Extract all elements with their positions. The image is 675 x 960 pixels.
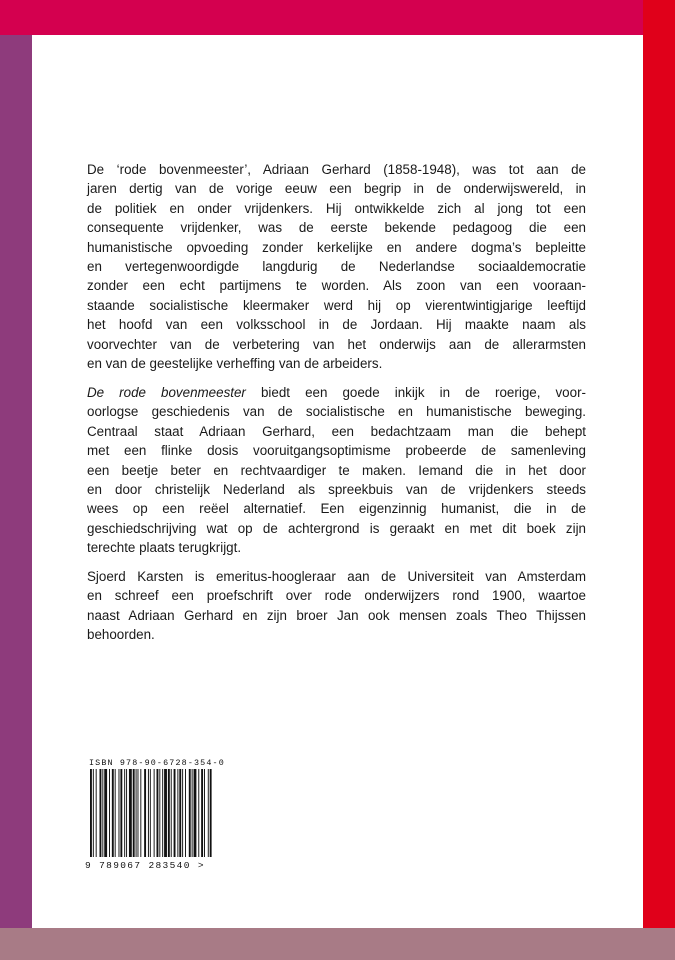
text-line: terechte plaats terugkrijgt. xyxy=(87,540,242,556)
barcode-bar xyxy=(185,769,186,857)
paragraph-2-first-line-rest: biedt een goede inkijk in de roerige, voor- xyxy=(245,385,586,400)
left-color-band xyxy=(0,35,32,928)
barcode-bar xyxy=(154,769,155,857)
bottom-color-band xyxy=(0,928,675,960)
barcode-bar xyxy=(96,769,97,857)
barcode-bar xyxy=(93,769,94,857)
barcode-bar xyxy=(204,769,205,857)
barcode-bar xyxy=(90,769,92,857)
barcode-bar xyxy=(144,769,146,857)
barcode-bar xyxy=(189,769,191,857)
barcode-bar xyxy=(133,769,135,857)
barcode-bar xyxy=(177,769,178,857)
barcode-bar xyxy=(109,769,110,857)
blurb-paragraph-1 xyxy=(87,160,586,373)
barcode-bar xyxy=(129,769,132,857)
barcode-bar xyxy=(198,769,199,857)
barcode-bar xyxy=(208,769,209,857)
barcode-bar xyxy=(179,769,181,857)
text-line: consequente vrijdenker, was de eerste bekende pedagoog die een xyxy=(87,220,586,236)
barcode-bar xyxy=(140,769,141,857)
barcode-bar xyxy=(102,769,103,857)
barcode-bar xyxy=(115,769,116,857)
text-line: voorvechter van de verbetering van het onderwijs aan de allerarmsten xyxy=(87,336,586,352)
barcode-bar xyxy=(150,769,151,857)
text-line: wees op een reëel alternatief. Een eigenzinnig humanist, die in de xyxy=(87,501,586,517)
text-line: geschiedschrijving wat op de achtergrond is geraakt en met dit boek zijn xyxy=(87,520,586,536)
text-line: en door christelijk Nederland als spreekbuis van de vrijdenkers steeds xyxy=(87,482,586,498)
text-line: jaren dertig van de vorige eeuw een begrip in de onderwijswereld, in xyxy=(87,181,586,197)
barcode-bar xyxy=(104,769,107,857)
text-line: De ‘rode bovenmeester’, Adriaan Gerhard (1858-1948), was tot aan de xyxy=(87,162,586,177)
text-line: een beetje beter en rechtvaardiger te maken. Iemand die in het door xyxy=(87,462,586,478)
text-line: de politiek en onder vrijdenkers. Hij ontwikkelde zich al jong tot een xyxy=(87,200,586,216)
text-line: humanistische opvoeding zonder kerkelijke en andere dogma’s bepleitte xyxy=(87,239,586,255)
barcode-bar xyxy=(159,769,160,857)
text-line: het hoofd van een volksschool in de Jordaan. Hij maakte naam als xyxy=(87,317,586,333)
text-line: en vertegenwoordigde langdurig de Nederlandse sociaaldemocratie xyxy=(87,259,586,275)
barcode-bar xyxy=(201,769,203,857)
barcode-bar xyxy=(119,769,120,857)
isbn-label: ISBN 978-90-6728-354-0 xyxy=(89,758,225,768)
barcode-bar xyxy=(192,769,193,857)
barcode-bar xyxy=(138,769,139,857)
barcode-bar xyxy=(100,769,102,857)
barcode-bar xyxy=(168,769,170,857)
barcode-bar xyxy=(210,769,212,857)
text-line: met een flinke dosis vooruitgangsoptimisme probeerde de samenleving xyxy=(87,443,586,459)
barcode-bar xyxy=(164,769,167,857)
barcode-bar xyxy=(182,769,183,857)
text-line: zonder een echt partijmens te worden. Als zoon van een vooraan- xyxy=(87,278,586,294)
barcode-bar xyxy=(112,769,114,857)
barcode-bar xyxy=(174,769,176,857)
text-line: en schreef een proefschrift over rode onderwijzers rond 1900, waartoe xyxy=(87,588,586,604)
barcode-bar xyxy=(126,769,127,857)
author-bio-paragraph xyxy=(87,567,586,645)
barcode-bar xyxy=(162,769,163,857)
text-line: en van de geestelijke verheffing van de arbeiders. xyxy=(87,356,383,372)
barcode-bar xyxy=(171,769,172,857)
text-line: Sjoerd Karsten is emeritus-hoogleraar aan de Universiteit van Amsterdam xyxy=(87,569,586,584)
barcode-bar xyxy=(148,769,149,857)
text-line: naast Adriaan Gerhard en zijn broer Jan ook mensen zoals Theo Thijssen xyxy=(87,607,586,623)
paragraph-2-first-line xyxy=(87,383,586,402)
text-line: staande socialistische kleermaker werd hij op vierentwintigjarige leeftijd xyxy=(87,297,586,313)
right-color-band xyxy=(643,0,675,928)
blurb-paragraph-2 xyxy=(87,383,586,558)
isbn-barcode xyxy=(89,769,214,857)
barcode-bar xyxy=(120,769,122,857)
text-line: Centraal staat Adriaan Gerhard, een bedachtzaam man die behept xyxy=(87,423,586,439)
barcode-bar xyxy=(124,769,125,857)
text-line: oorlogse geschiedenis van de socialistische en humanistische beweging. xyxy=(87,404,586,420)
barcode-bar xyxy=(157,769,159,857)
barcode-digits: 9 789067 283540 > xyxy=(85,860,205,871)
text-line: behoorden. xyxy=(87,627,155,643)
barcode-bar xyxy=(194,769,197,857)
barcode-bar xyxy=(136,769,137,857)
book-title: De rode bovenmeester xyxy=(87,385,246,400)
top-color-band xyxy=(0,0,675,35)
